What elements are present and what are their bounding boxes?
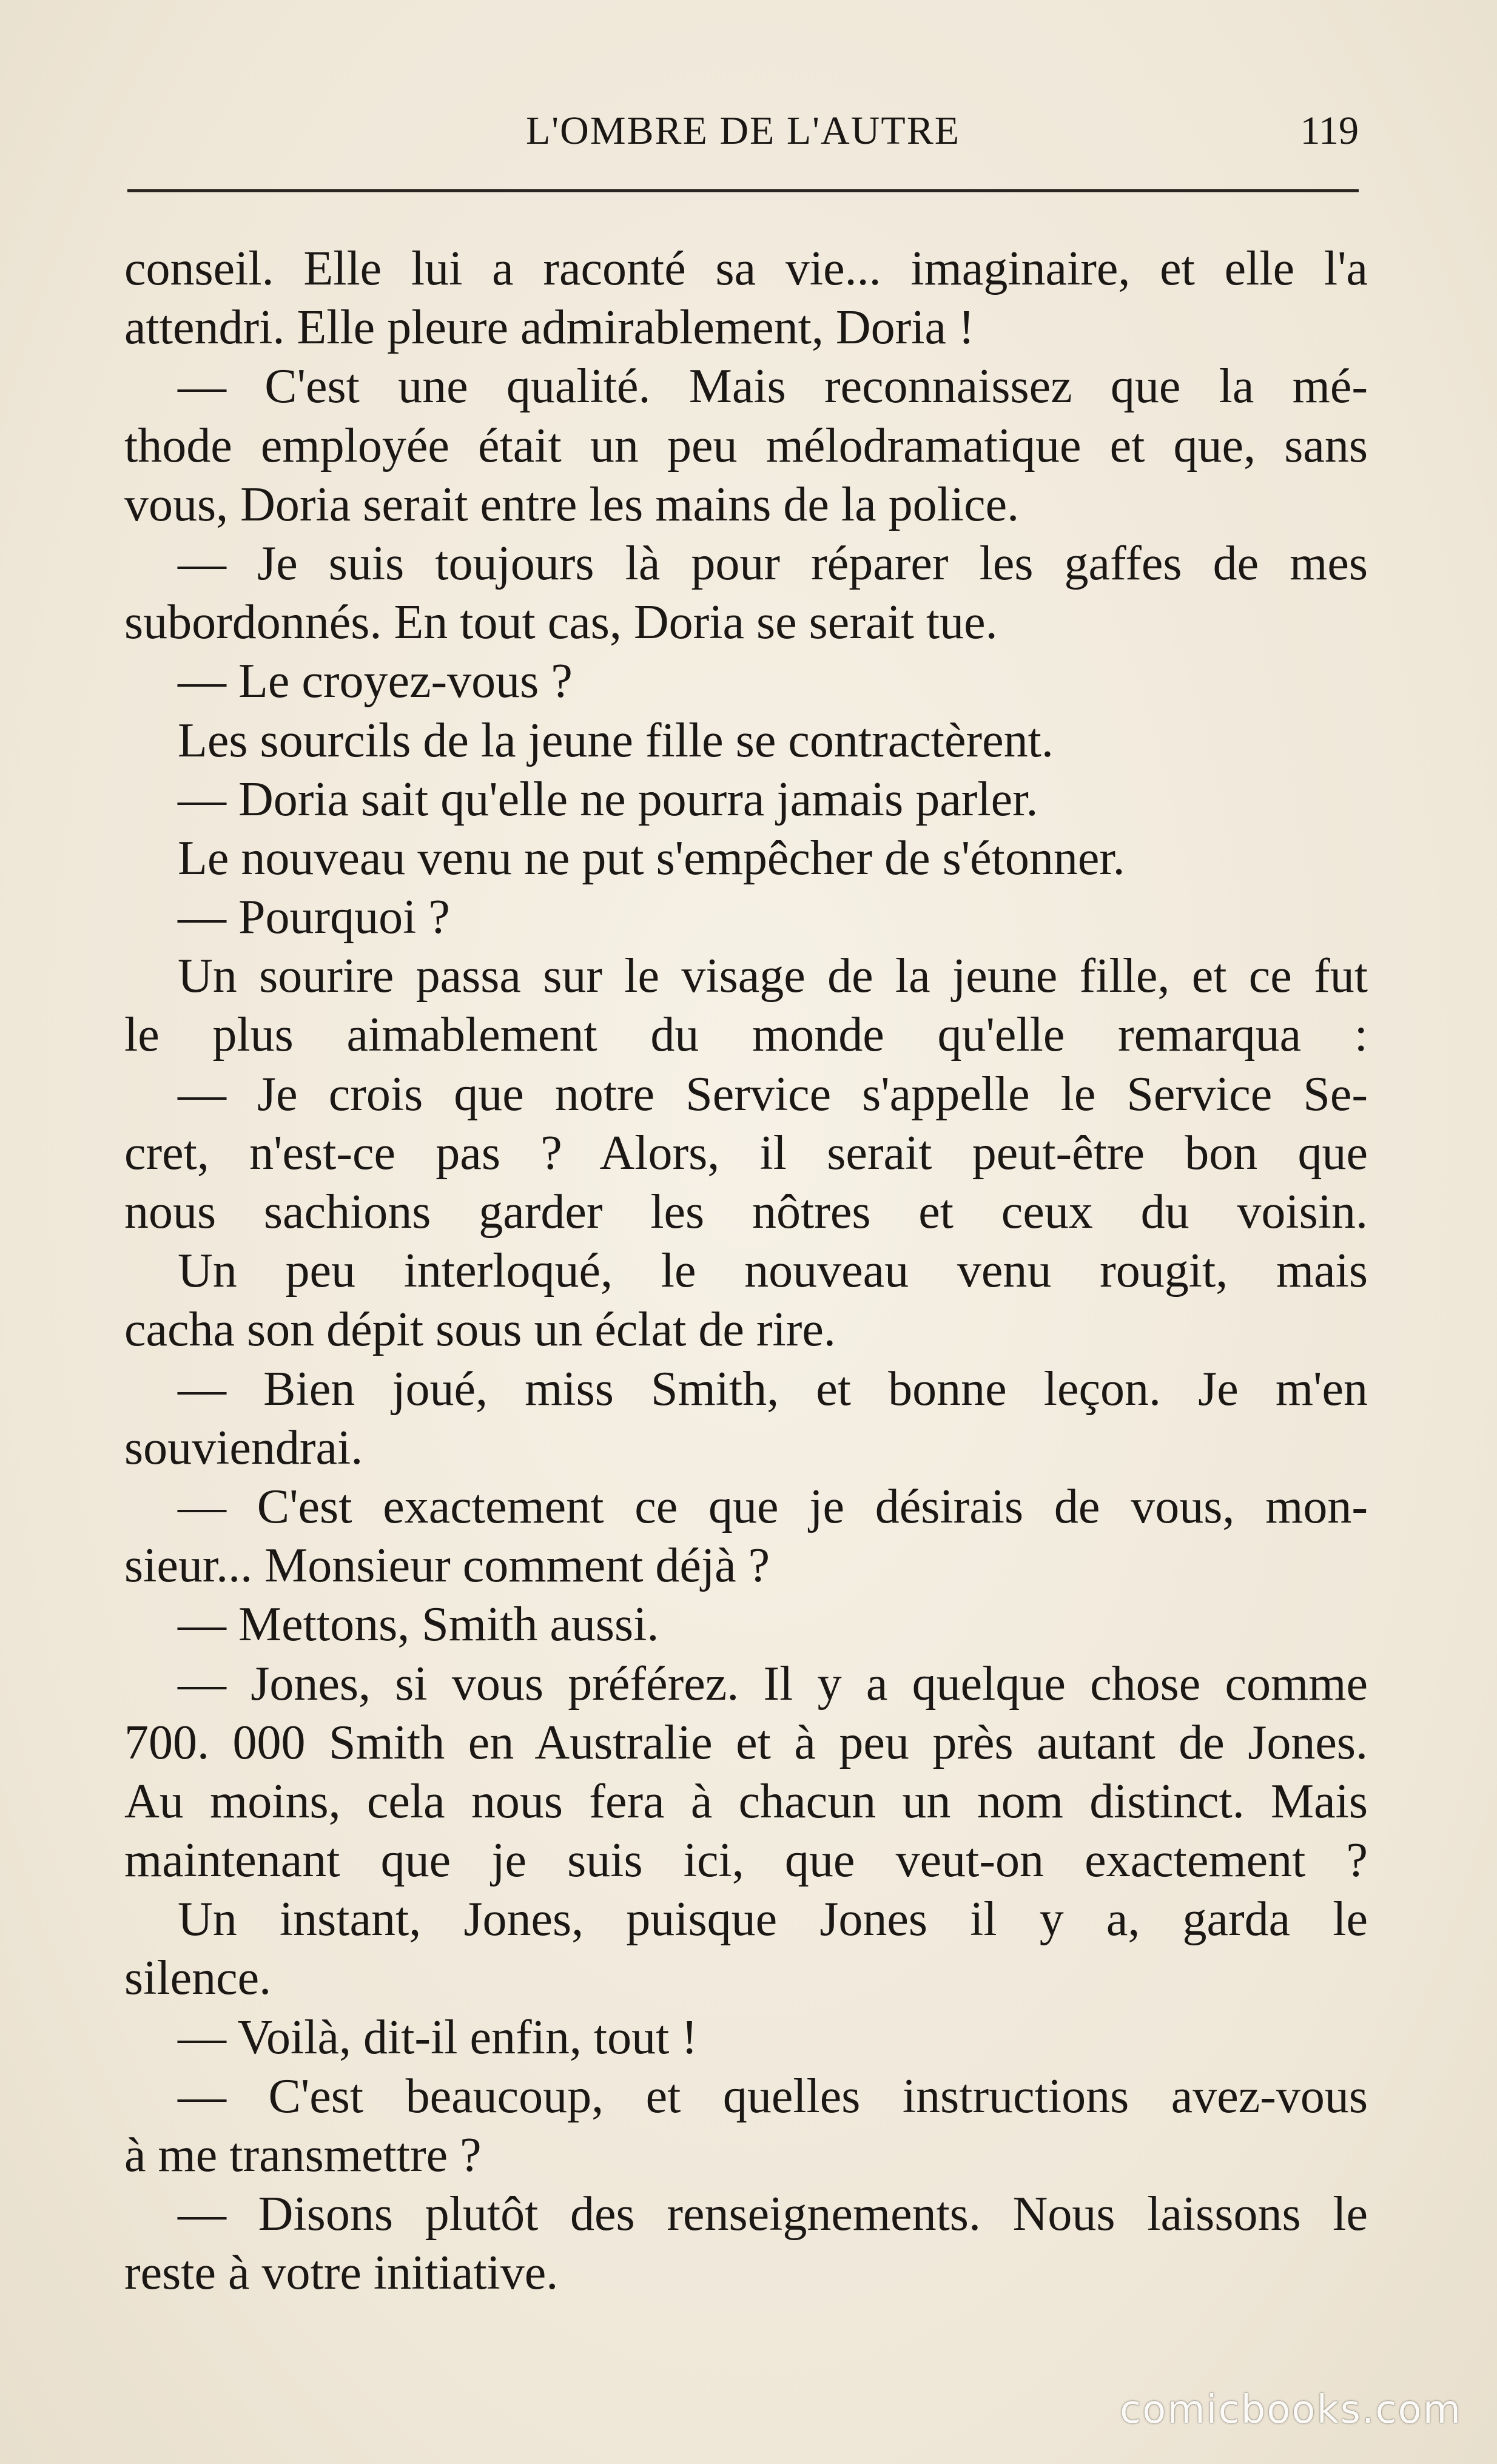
text-line: — Bien joué, miss Smith, et bonne leçon. Je m'en: [178, 1362, 1368, 1416]
text-line: — Jones, si vous préférez. Il y a quelque chose comme: [178, 1657, 1368, 1711]
text-line: 700. 000 Smith en Australie et à peu près autant de Jones.: [124, 1715, 1368, 1769]
text-line: — Voilà, dit-il enfin, tout !: [178, 2010, 698, 2064]
text-line: — Le croyez-vous ?: [178, 655, 573, 709]
text-line: maintenant que je suis ici, que veut-on exactement ?: [124, 1834, 1368, 1888]
text-line: vous, Doria serait entre les mains de la police.: [124, 477, 1020, 531]
text-line: souviendrai.: [124, 1421, 363, 1475]
text-line: — C'est une qualité. Mais reconnaissez que la mé-: [178, 360, 1368, 414]
text-line: attendri. Elle pleure admirablement, Doria !: [124, 301, 975, 355]
text-line: — Je crois que notre Service s'appelle le Service Se-: [178, 1067, 1368, 1121]
text-line: — Doria sait qu'elle ne pourra jamais parler.: [178, 772, 1038, 826]
text-line: sieur... Monsieur comment déjà ?: [124, 1539, 770, 1593]
header-rule: [127, 189, 1359, 192]
text-line: — Je suis toujours là pour réparer les gaffes de mes: [178, 536, 1368, 590]
running-title: L'OMBRE DE L'AUTRE: [525, 109, 961, 153]
text-line: Un peu interloqué, le nouveau venu rougit, mais: [178, 1244, 1368, 1298]
text-line: Le nouveau venu ne put s'empêcher de s'étonner.: [178, 831, 1125, 885]
text-line: subordonnés. En tout cas, Doria se serait tue.: [124, 596, 998, 650]
text-line: Un instant, Jones, puisque Jones il y a, garda le: [178, 1893, 1368, 1947]
text-line: silence.: [124, 1951, 272, 2005]
text-line: thode employée était un peu mélodramatique et que, sans: [124, 419, 1368, 473]
text-line: — Pourquoi ?: [178, 890, 450, 944]
text-line: à me transmettre ?: [124, 2129, 482, 2182]
text-line: — Disons plutôt des renseignements. Nous laissons le: [178, 2187, 1368, 2241]
text-line: — C'est exactement ce que je désirais de vous, mon-: [178, 1479, 1368, 1533]
text-line: — C'est beaucoup, et quelles instructions avez-vous: [178, 2069, 1368, 2123]
text-line: cacha son dépit sous un éclat de rire.: [124, 1303, 836, 1357]
text-line: cret, n'est-ce pas ? Alors, il serait peut-être bon que: [124, 1126, 1368, 1180]
watermark: comicbooks.com: [1119, 2388, 1462, 2432]
text-line: Les sourcils de la jeune fille se contractèrent.: [178, 713, 1054, 767]
page-number: 119: [1300, 109, 1359, 153]
text-line: — Mettons, Smith aussi.: [178, 1598, 659, 1652]
text-line: le plus aimablement du monde qu'elle remarqua :: [124, 1008, 1368, 1062]
text-line: nous sachions garder les nôtres et ceux du voisin.: [124, 1185, 1368, 1239]
text-line: Un sourire passa sur le visage de la jeune fille, et ce fut: [178, 949, 1368, 1003]
text-line: Au moins, cela nous fera à chacun un nom distinct. Mais: [124, 1774, 1368, 1828]
text-line: conseil. Elle lui a raconté sa vie... imaginaire, et elle l'a: [124, 242, 1368, 295]
page-header: [127, 91, 1359, 164]
body-text: [124, 240, 1368, 2303]
text-line: reste à votre initiative.: [124, 2246, 559, 2300]
